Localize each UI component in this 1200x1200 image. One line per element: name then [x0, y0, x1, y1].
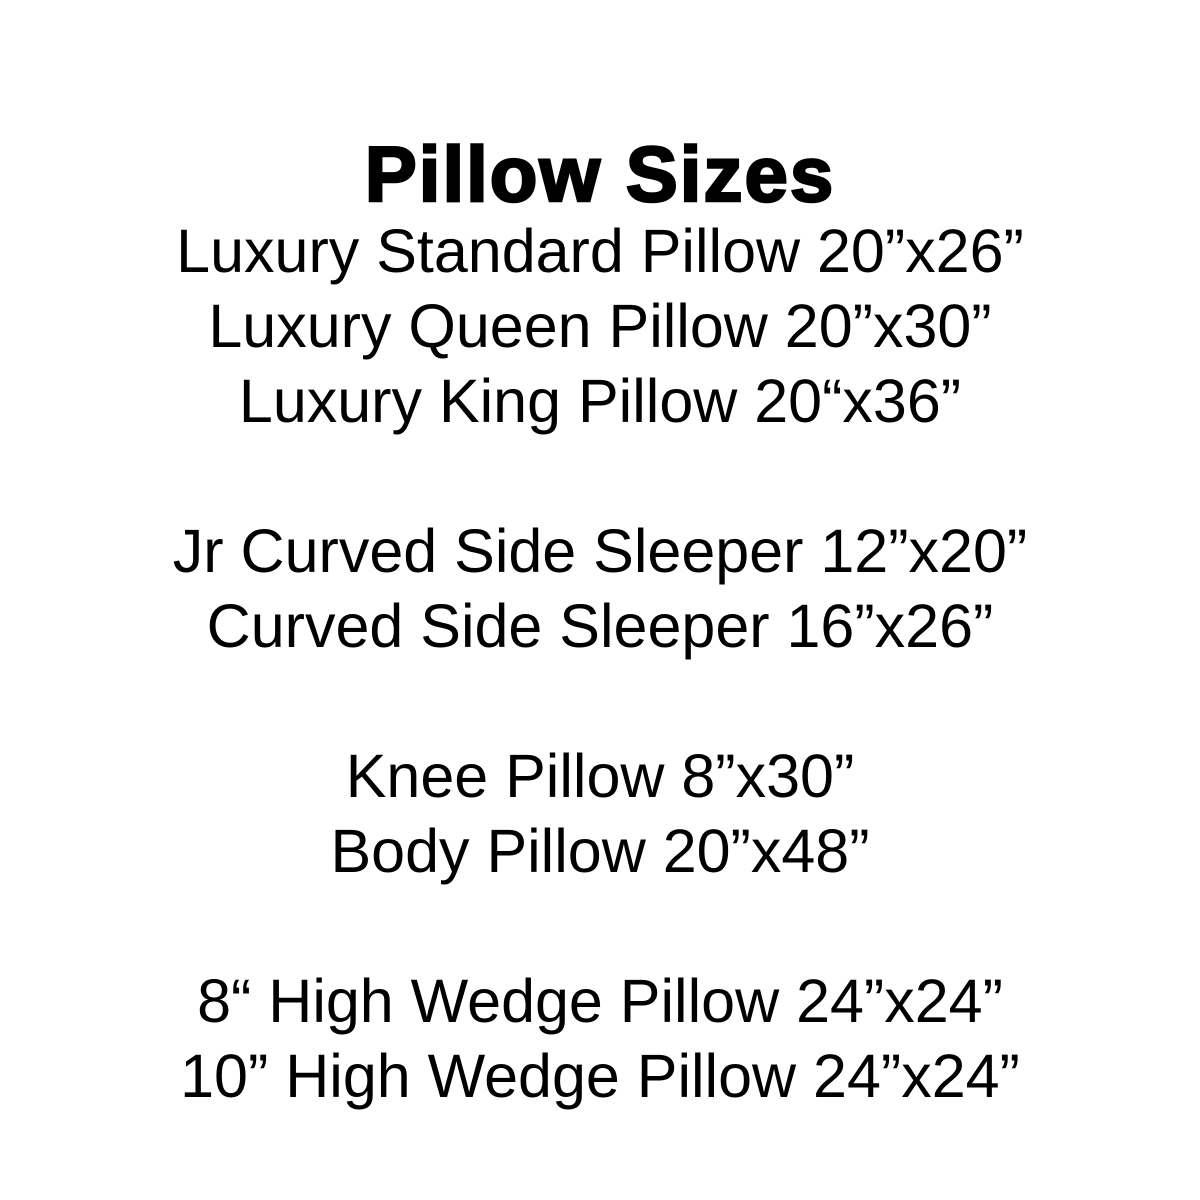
size-line: Luxury Standard Pillow 20”x26”	[176, 217, 1024, 285]
size-group-side-sleeper	[0, 514, 1200, 664]
size-line: 10” High Wedge Pillow 24”x24”	[180, 1042, 1020, 1110]
size-line: Luxury King Pillow 20“x36”	[238, 367, 962, 435]
size-line: Jr Curved Side Sleeper 12”x20”	[172, 517, 1028, 585]
size-line: Body Pillow 20”x48”	[330, 817, 870, 885]
size-line: Curved Side Sleeper 16”x26”	[206, 592, 994, 660]
size-group-wedge	[0, 964, 1200, 1114]
size-group-knee-body	[0, 739, 1200, 889]
size-line: 8“ High Wedge Pillow 24”x24”	[197, 967, 1003, 1035]
page-title: Pillow Sizes	[364, 130, 836, 219]
size-line: Luxury Queen Pillow 20”x30”	[208, 292, 992, 360]
size-list	[0, 214, 1200, 1189]
size-group-luxury	[0, 214, 1200, 439]
size-line: Knee Pillow 8”x30”	[345, 742, 855, 810]
